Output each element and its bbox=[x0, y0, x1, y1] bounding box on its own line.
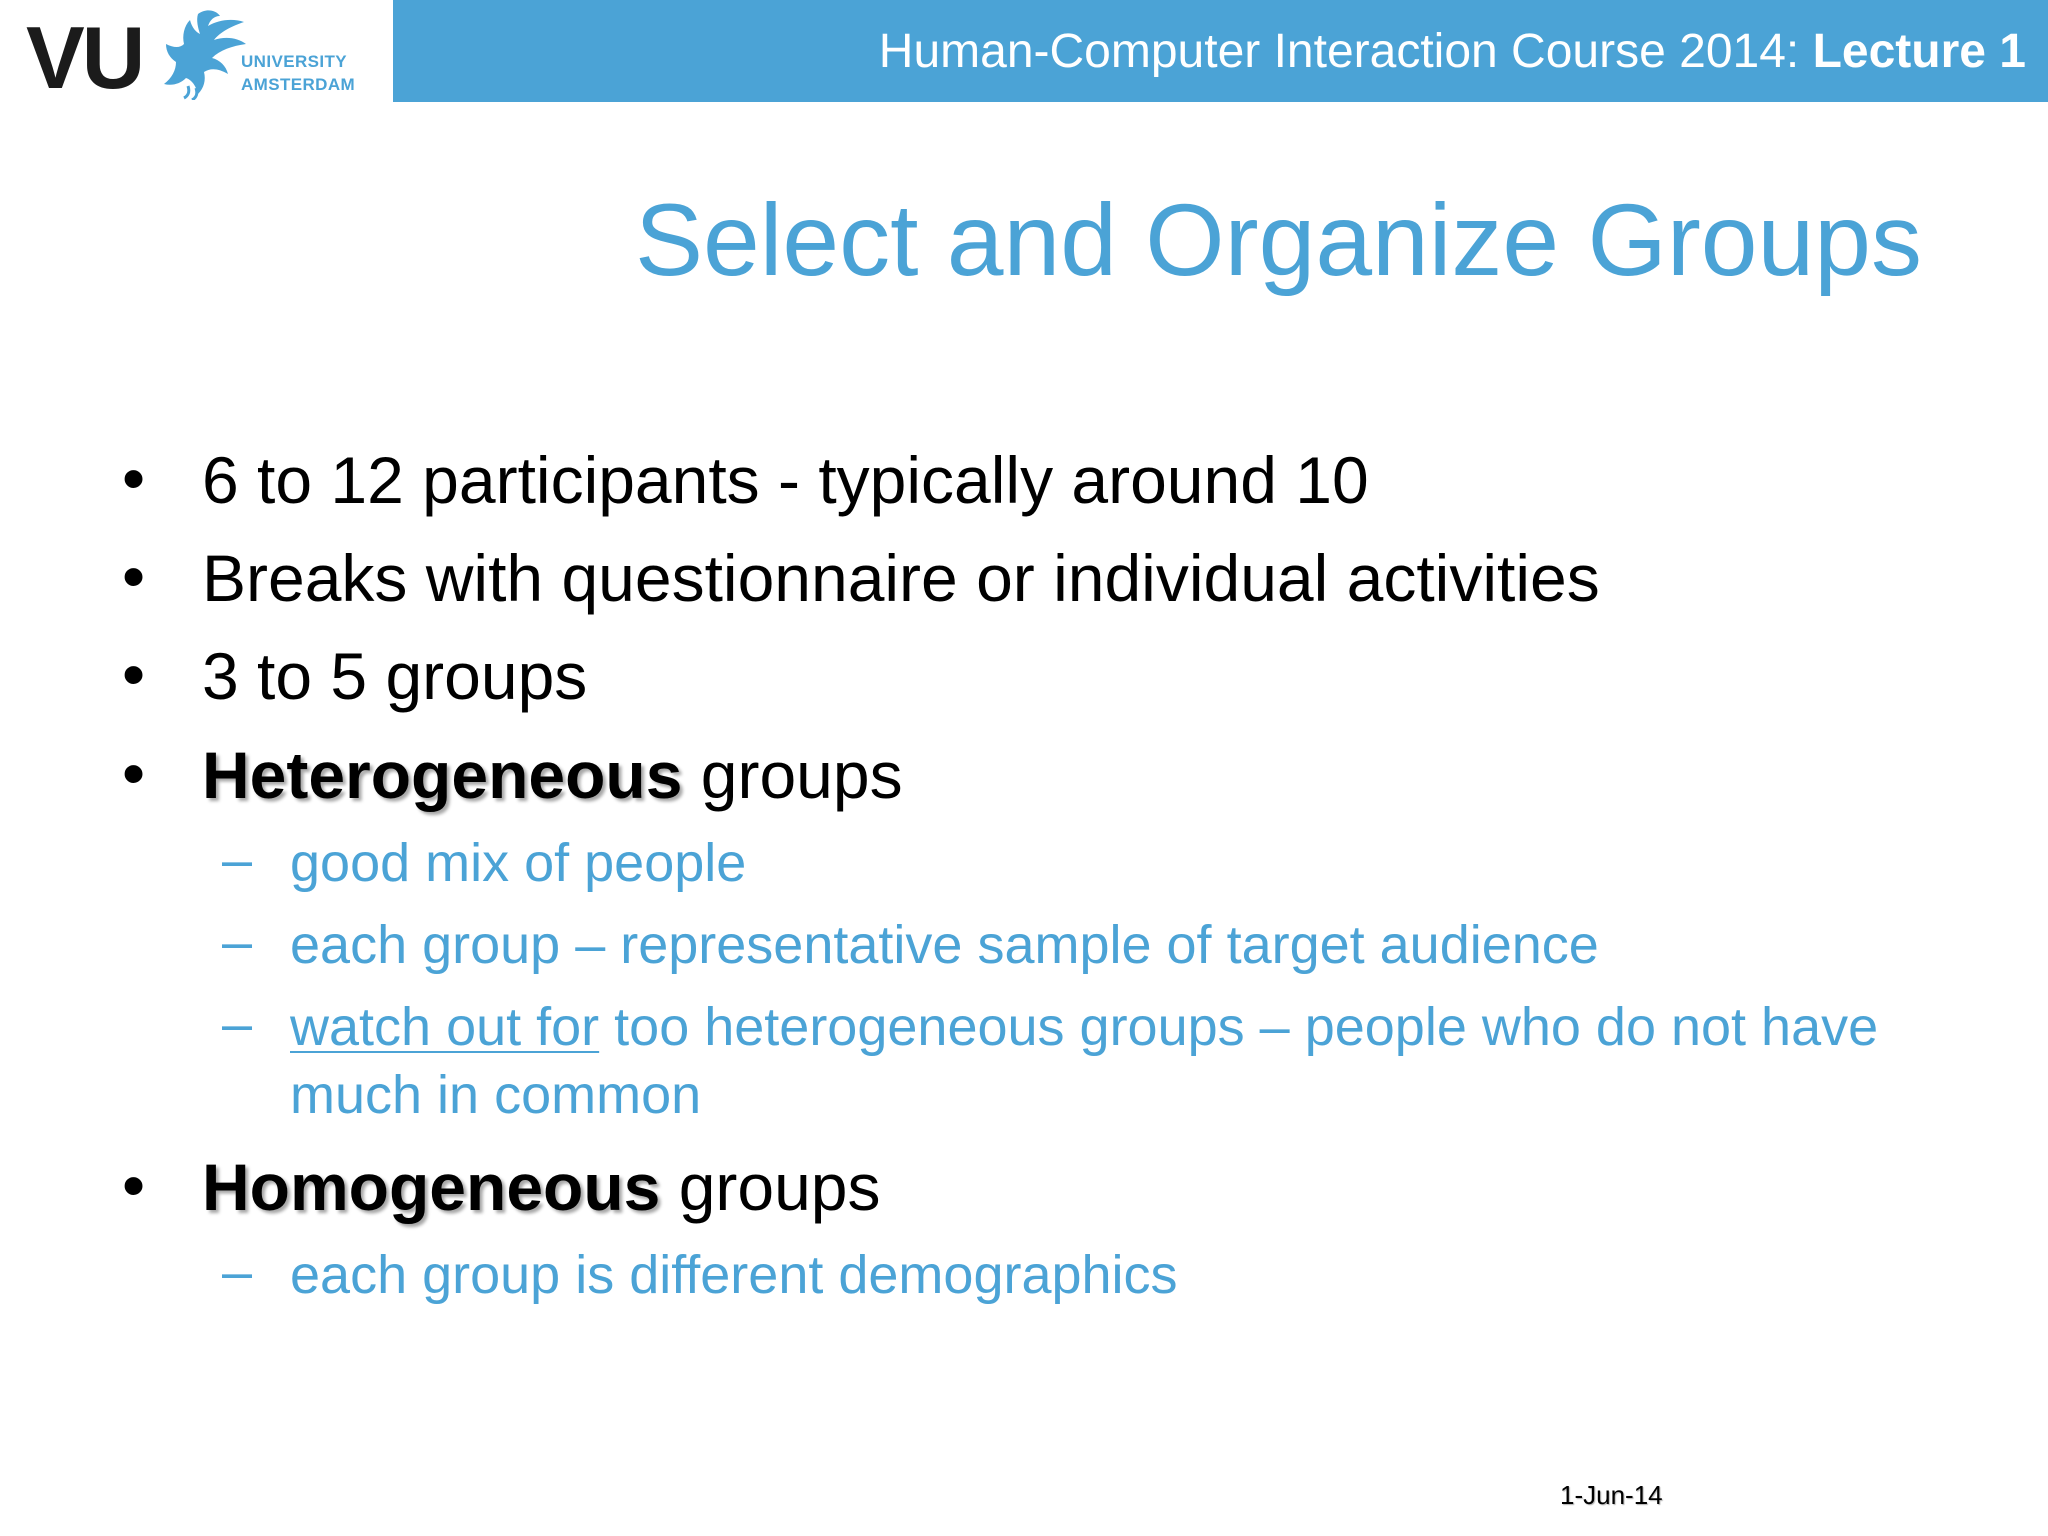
bullet-text: Breaks with questionnaire or individual activities bbox=[202, 541, 1600, 615]
slide-title: Select and Organize Groups bbox=[634, 183, 1922, 297]
underlined-phrase: watch out for bbox=[290, 997, 600, 1057]
term-suffix: groups bbox=[682, 738, 903, 812]
bullet-glyph: • bbox=[122, 1148, 146, 1222]
bullet-glyph: • bbox=[122, 637, 146, 711]
sub-item-line-2: much in common bbox=[290, 1065, 702, 1125]
sub-item-text bbox=[290, 993, 1878, 1061]
bullet-glyph: • bbox=[122, 736, 146, 810]
lecture-label: Lecture 1 bbox=[1812, 25, 2026, 78]
dash-glyph: – bbox=[222, 912, 253, 972]
header-bar bbox=[393, 0, 2048, 102]
sub-item-text: each group – representative sample of target audience bbox=[290, 915, 1599, 975]
term-suffix: groups bbox=[660, 1150, 881, 1224]
logo-university-name bbox=[241, 50, 355, 96]
bullet-glyph: • bbox=[122, 441, 146, 515]
logo-line-university: UNIVERSITY bbox=[241, 52, 348, 71]
logo-mark: VU bbox=[26, 8, 143, 107]
dash-glyph: – bbox=[222, 994, 253, 1054]
sub-item-text: each group is different demographics bbox=[290, 1245, 1178, 1305]
slide-date: 1-Jun-14 bbox=[1560, 1480, 1663, 1510]
bullet-text: 6 to 12 participants - typically around 10 bbox=[202, 443, 1369, 517]
bullet-text bbox=[202, 735, 903, 815]
vu-logo bbox=[0, 0, 393, 107]
bold-term: Heterogeneous bbox=[202, 738, 683, 812]
griffin-icon bbox=[158, 6, 250, 100]
bold-term: Homogeneous bbox=[202, 1150, 661, 1224]
bullet-text: 3 to 5 groups bbox=[202, 639, 588, 713]
course-title bbox=[879, 24, 2026, 80]
sub-item-line-1: too heterogeneous groups – people who do not have bbox=[599, 997, 1879, 1057]
bullet-text bbox=[202, 1147, 881, 1227]
logo-line-amsterdam: AMSTERDAM bbox=[241, 75, 356, 94]
course-name: Human-Computer Interaction Course 2014: bbox=[878, 25, 1813, 78]
sub-item-text: good mix of people bbox=[290, 833, 747, 893]
dash-glyph: – bbox=[222, 830, 253, 890]
bullet-glyph: • bbox=[122, 539, 146, 613]
dash-glyph: – bbox=[222, 1242, 253, 1302]
